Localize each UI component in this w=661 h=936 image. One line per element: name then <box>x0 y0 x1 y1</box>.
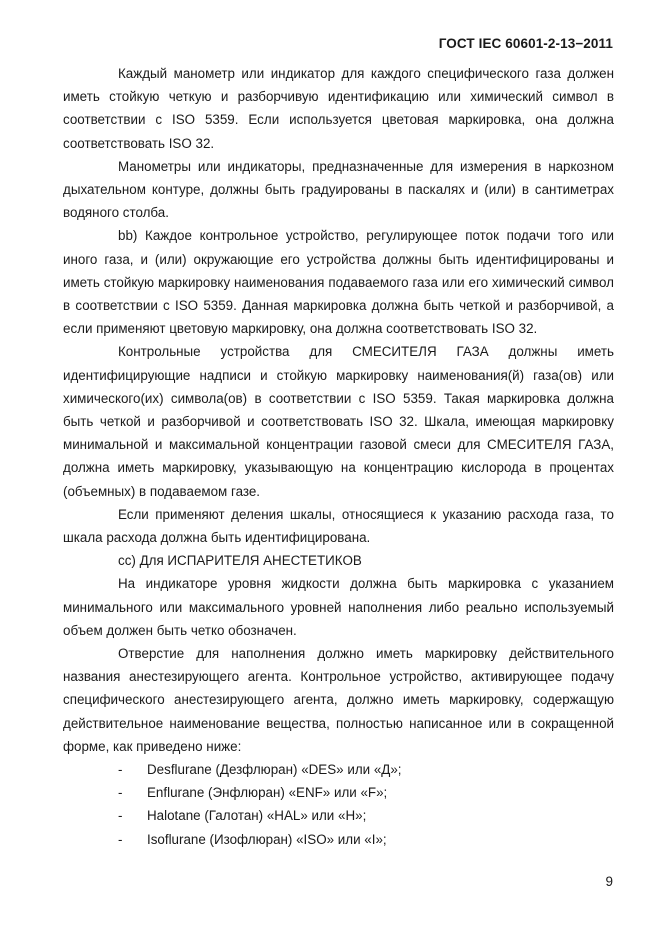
list-item-text: Desflurane (Дезфлюран) «DES» или «Д»; <box>147 762 402 778</box>
paragraph-manometer-graduation: Манометры или индикаторы, предназначенные для измерения в наркозном дыхательном контуре, должны быть градуированы в паскалях и (или) в сантиметрах водяного столба. <box>63 158 614 221</box>
paragraph-bb-flow-control: bb) Каждое контрольное устройство, регулирующее поток подачи того или иного газа, и (или) окружающие его устройства должны быть идентифицированы и иметь стойкую маркировку наименования подаваемого газа или его химический символ в соответствии с ISO 5359. Данная маркировка должна быть четкой и разборчивой, а если применяют цветовую маркировку, она должна соответствовать ISO 32. <box>63 228 614 337</box>
document-body <box>63 62 614 851</box>
paragraph-cc-vaporizer-heading: сс) Для ИСПАРИТЕЛЯ АНЕСТЕТИКОВ <box>118 553 362 569</box>
list-item-text: Isoflurane (Изофлюран) «ISO» или «I»; <box>147 831 387 847</box>
paragraph-gas-indicator-identification: Каждый манометр или индикатор для каждого специфического газа должен иметь стойкую четкую и разборчивую идентификацию или химический символ в соответствии с ISO 5359. Если используется цветовая маркировка, она должна соответствовать ISO 32. <box>63 66 614 151</box>
paragraph-filling-port-marking: Отверстие для наполнения должно иметь маркировку действительного названия анестезирующего агента. Контрольное устройство, активирующее подачу специфического анестезирующего агента, должно иметь маркировку, содержащую действительное наименование вещества, полностью написанное или в сокращенной форме, как приведено ниже: <box>63 646 614 754</box>
paragraph-flow-scale: Если применяют деления шкалы, относящиеся к указанию расхода газа, то шкала расхода должна быть идентифицирована. <box>63 506 614 546</box>
page-number: 9 <box>605 874 613 889</box>
list-item <box>63 804 614 827</box>
list-item <box>63 828 614 851</box>
list-marker: - <box>118 831 123 847</box>
list-marker: - <box>118 808 123 824</box>
list-item <box>63 781 614 804</box>
paragraph-gas-mixer-controls: Контрольные устройства для СМЕСИТЕЛЯ ГАЗА должны иметь идентифицирующие надписи и стойкую маркировку наименования(й) газа(ов) или химического(их) символа(ов) в соответствии с ISO 5359. Такая маркировка должна быть четкой и разборчивой и соответствовать ISO 32. Шкала, имеющая маркировку минимальной и максимальной концентрации газовой смеси для СМЕСИТЕЛЯ ГАЗА, должна иметь маркировку, указывающую на концентрацию кислорода в процентах (объемных) в подаваемом газе. <box>63 344 614 499</box>
list-item-text: Enflurane (Энфлюран) «ENF» или «F»; <box>147 785 388 801</box>
document-header: ГОСТ IEC 60601-2-13−2011 <box>438 36 613 51</box>
paragraph-liquid-level-indicator: На индикаторе уровня жидкости должна быть маркировка с указанием минимального или максимального уровней наполнения либо реально используемый объем должен быть четко обозначен. <box>63 576 614 638</box>
anesthetic-agent-list <box>63 758 614 851</box>
list-marker: - <box>118 785 123 801</box>
list-marker: - <box>118 762 123 778</box>
list-item <box>63 758 614 781</box>
list-item-text: Halotane (Галотан) «HAL» или «H»; <box>147 808 367 824</box>
